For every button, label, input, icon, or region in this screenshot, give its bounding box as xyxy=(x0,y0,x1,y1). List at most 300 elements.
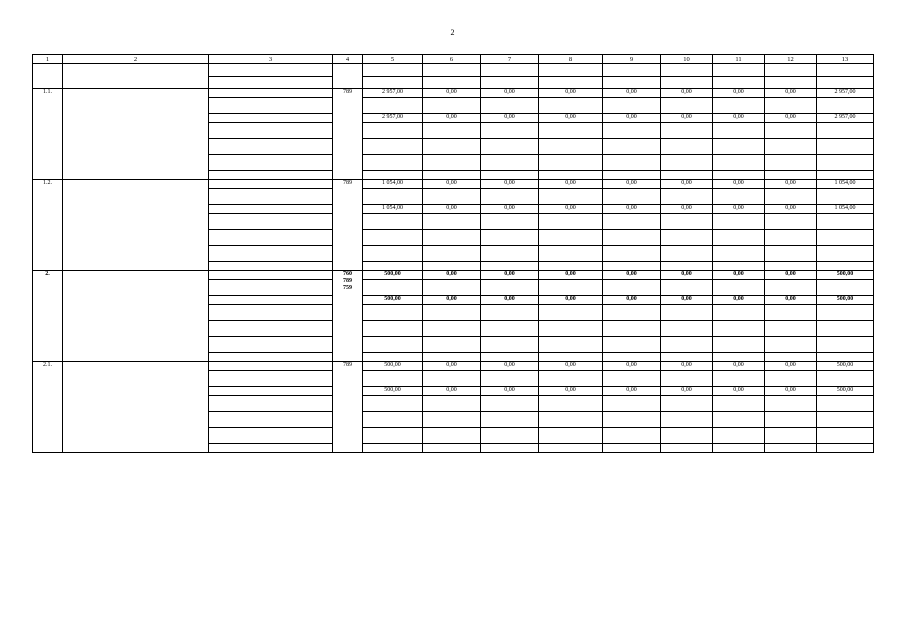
amount-cell xyxy=(661,371,713,387)
amount-cell: 0,00 xyxy=(603,271,661,280)
amount-cell xyxy=(603,371,661,387)
amount-cell xyxy=(363,321,423,337)
amount-cell xyxy=(817,123,874,139)
amount-cell xyxy=(539,171,603,180)
amount-cell xyxy=(765,123,817,139)
amount-cell xyxy=(363,230,423,246)
amount-cell xyxy=(539,280,603,296)
amount-cell xyxy=(481,64,539,77)
amount-cell xyxy=(363,353,423,362)
amount-cell xyxy=(661,444,713,453)
amount-cell xyxy=(603,337,661,353)
amount-cell: 0,00 xyxy=(603,180,661,189)
amount-cell: 0,00 xyxy=(713,362,765,371)
table-row xyxy=(33,89,874,98)
amount-cell xyxy=(423,155,481,171)
amount-cell xyxy=(661,262,713,271)
amount-cell xyxy=(603,305,661,321)
amount-cell xyxy=(713,98,765,114)
funding-source xyxy=(209,189,333,205)
amount-cell xyxy=(423,64,481,77)
column-header: 9 xyxy=(603,55,661,64)
amount-cell xyxy=(423,123,481,139)
amount-cell xyxy=(765,214,817,230)
amount-cell: 500,00 xyxy=(363,296,423,305)
amount-cell xyxy=(423,412,481,428)
amount-cell xyxy=(765,412,817,428)
amount-cell xyxy=(539,337,603,353)
page-number: 2 xyxy=(450,28,455,37)
amount-cell: 500,00 xyxy=(363,387,423,396)
amount-cell xyxy=(363,305,423,321)
amount-cell xyxy=(661,77,713,89)
amount-cell xyxy=(481,444,539,453)
amount-cell xyxy=(481,230,539,246)
amount-cell xyxy=(661,155,713,171)
amount-cell xyxy=(713,64,765,77)
amount-cell xyxy=(539,371,603,387)
amount-cell: 0,00 xyxy=(481,296,539,305)
amount-cell xyxy=(817,171,874,180)
amount-cell xyxy=(539,412,603,428)
amount-cell xyxy=(539,396,603,412)
amount-cell: 0,00 xyxy=(661,180,713,189)
amount-cell xyxy=(481,189,539,205)
amount-cell xyxy=(363,77,423,89)
amount-cell: 0,00 xyxy=(481,387,539,396)
budget-code: 789 xyxy=(333,180,363,271)
amount-cell: 0,00 xyxy=(765,205,817,214)
amount-cell xyxy=(481,337,539,353)
amount-cell: 0,00 xyxy=(539,271,603,280)
funding-source xyxy=(209,412,333,428)
amount-cell xyxy=(765,246,817,262)
funding-source xyxy=(209,123,333,139)
budget-code: 760 789 759 xyxy=(333,271,363,362)
amount-cell xyxy=(661,98,713,114)
amount-cell xyxy=(423,139,481,155)
amount-cell xyxy=(481,412,539,428)
amount-cell xyxy=(817,371,874,387)
amount-cell xyxy=(817,280,874,296)
amount-cell xyxy=(423,262,481,271)
amount-cell xyxy=(481,77,539,89)
amount-cell xyxy=(765,189,817,205)
amount-cell xyxy=(539,214,603,230)
amount-cell: 0,00 xyxy=(713,180,765,189)
amount-cell: 0,00 xyxy=(539,180,603,189)
amount-cell xyxy=(481,139,539,155)
amount-cell xyxy=(539,155,603,171)
amount-cell: 500,00 xyxy=(817,387,874,396)
amount-cell xyxy=(661,353,713,362)
amount-cell xyxy=(363,155,423,171)
amount-cell xyxy=(713,396,765,412)
amount-cell xyxy=(817,444,874,453)
amount-cell xyxy=(661,246,713,262)
amount-cell: 0,00 xyxy=(713,205,765,214)
funding-source xyxy=(209,230,333,246)
row-number xyxy=(33,64,63,89)
measure-name xyxy=(63,180,209,271)
amount-cell: 0,00 xyxy=(423,205,481,214)
amount-cell xyxy=(817,214,874,230)
amount-cell xyxy=(661,396,713,412)
table-row xyxy=(33,180,874,189)
amount-cell xyxy=(765,444,817,453)
amount-cell xyxy=(765,337,817,353)
funding-source xyxy=(209,114,333,123)
amount-cell: 0,00 xyxy=(423,362,481,371)
funding-source xyxy=(209,180,333,189)
amount-cell xyxy=(765,171,817,180)
amount-cell xyxy=(423,444,481,453)
funding-source xyxy=(209,262,333,271)
funding-source xyxy=(209,89,333,98)
amount-cell xyxy=(603,246,661,262)
funding-source xyxy=(209,246,333,262)
amount-cell xyxy=(713,262,765,271)
column-header: 5 xyxy=(363,55,423,64)
table-row xyxy=(33,362,874,371)
budget-code: 789 xyxy=(333,89,363,180)
amount-cell xyxy=(817,321,874,337)
amount-cell xyxy=(603,396,661,412)
amount-cell xyxy=(363,189,423,205)
amount-cell xyxy=(817,246,874,262)
amount-cell xyxy=(363,337,423,353)
amount-cell xyxy=(713,353,765,362)
amount-cell: 0,00 xyxy=(423,271,481,280)
amount-cell xyxy=(765,98,817,114)
amount-cell xyxy=(661,305,713,321)
amount-cell xyxy=(765,155,817,171)
amount-cell xyxy=(661,123,713,139)
amount-cell xyxy=(817,77,874,89)
amount-cell xyxy=(713,444,765,453)
amount-cell xyxy=(713,139,765,155)
amount-cell xyxy=(713,189,765,205)
amount-cell xyxy=(603,353,661,362)
funding-source xyxy=(209,305,333,321)
amount-cell: 0,00 xyxy=(539,114,603,123)
amount-cell xyxy=(661,214,713,230)
amount-cell xyxy=(481,371,539,387)
amount-cell xyxy=(765,280,817,296)
amount-cell xyxy=(661,337,713,353)
amount-cell xyxy=(539,246,603,262)
funding-source xyxy=(209,371,333,387)
amount-cell xyxy=(423,337,481,353)
funding-source xyxy=(209,214,333,230)
amount-cell xyxy=(603,444,661,453)
amount-cell xyxy=(765,396,817,412)
amount-cell xyxy=(539,444,603,453)
amount-cell xyxy=(713,412,765,428)
column-header: 6 xyxy=(423,55,481,64)
amount-cell xyxy=(539,123,603,139)
amount-cell: 0,00 xyxy=(765,296,817,305)
amount-cell xyxy=(603,139,661,155)
amount-cell xyxy=(713,155,765,171)
amount-cell xyxy=(603,412,661,428)
amount-cell xyxy=(817,139,874,155)
budget-code xyxy=(333,64,363,89)
amount-cell xyxy=(765,428,817,444)
column-header: 7 xyxy=(481,55,539,64)
amount-cell: 1 054,00 xyxy=(817,180,874,189)
amount-cell: 0,00 xyxy=(481,362,539,371)
amount-cell: 0,00 xyxy=(603,296,661,305)
amount-cell xyxy=(363,171,423,180)
amount-cell xyxy=(423,353,481,362)
amount-cell xyxy=(661,280,713,296)
amount-cell xyxy=(661,412,713,428)
amount-cell xyxy=(423,77,481,89)
funding-source xyxy=(209,353,333,362)
amount-cell xyxy=(817,230,874,246)
amount-cell xyxy=(713,230,765,246)
amount-cell xyxy=(765,230,817,246)
amount-cell xyxy=(817,337,874,353)
amount-cell: 0,00 xyxy=(539,296,603,305)
amount-cell: 0,00 xyxy=(423,387,481,396)
funding-source xyxy=(209,280,333,296)
amount-cell xyxy=(363,262,423,271)
amount-cell: 0,00 xyxy=(661,362,713,371)
funding-source xyxy=(209,387,333,396)
amount-cell xyxy=(481,262,539,271)
amount-cell: 0,00 xyxy=(713,271,765,280)
amount-cell: 0,00 xyxy=(603,387,661,396)
amount-cell xyxy=(481,305,539,321)
column-header: 3 xyxy=(209,55,333,64)
amount-cell xyxy=(423,321,481,337)
amount-cell: 0,00 xyxy=(481,271,539,280)
amount-cell xyxy=(539,139,603,155)
amount-cell xyxy=(423,189,481,205)
amount-cell xyxy=(603,98,661,114)
amount-cell xyxy=(481,98,539,114)
column-number-row xyxy=(33,55,874,64)
amount-cell xyxy=(423,98,481,114)
amount-cell xyxy=(363,246,423,262)
funding-source xyxy=(209,171,333,180)
row-number: 2.1. xyxy=(33,362,63,453)
amount-cell: 0,00 xyxy=(713,114,765,123)
amount-cell: 0,00 xyxy=(481,180,539,189)
amount-cell xyxy=(603,262,661,271)
amount-cell xyxy=(539,262,603,271)
amount-cell xyxy=(539,64,603,77)
table-body xyxy=(33,64,874,453)
amount-cell xyxy=(363,139,423,155)
amount-cell: 0,00 xyxy=(481,89,539,98)
row-number: 2. xyxy=(33,271,63,362)
amount-cell xyxy=(539,353,603,362)
amount-cell xyxy=(765,353,817,362)
amount-cell xyxy=(713,214,765,230)
amount-cell xyxy=(817,353,874,362)
amount-cell xyxy=(481,396,539,412)
amount-cell: 0,00 xyxy=(661,114,713,123)
amount-cell: 2 957,00 xyxy=(363,114,423,123)
funding-source xyxy=(209,444,333,453)
amount-cell xyxy=(481,321,539,337)
amount-cell: 2 957,00 xyxy=(363,89,423,98)
amount-cell xyxy=(363,371,423,387)
amount-cell: 0,00 xyxy=(765,114,817,123)
amount-cell: 0,00 xyxy=(765,362,817,371)
amount-cell: 0,00 xyxy=(661,271,713,280)
amount-cell xyxy=(661,189,713,205)
amount-cell xyxy=(363,214,423,230)
amount-cell xyxy=(661,321,713,337)
column-header: 1 xyxy=(33,55,63,64)
amount-cell xyxy=(539,77,603,89)
amount-cell: 0,00 xyxy=(481,114,539,123)
amount-cell xyxy=(765,262,817,271)
amount-cell: 500,00 xyxy=(817,362,874,371)
amount-cell: 0,00 xyxy=(539,205,603,214)
amount-cell xyxy=(603,214,661,230)
amount-cell: 0,00 xyxy=(603,362,661,371)
measure-name xyxy=(63,89,209,180)
amount-cell xyxy=(481,353,539,362)
amount-cell xyxy=(539,98,603,114)
amount-cell: 1 054,00 xyxy=(363,180,423,189)
amount-cell: 0,00 xyxy=(765,89,817,98)
amount-cell xyxy=(661,64,713,77)
amount-cell xyxy=(481,155,539,171)
amount-cell: 0,00 xyxy=(539,89,603,98)
column-header: 8 xyxy=(539,55,603,64)
funding-source xyxy=(209,271,333,280)
amount-cell xyxy=(765,77,817,89)
amount-cell xyxy=(713,428,765,444)
amount-cell: 2 957,00 xyxy=(817,114,874,123)
amount-cell xyxy=(817,396,874,412)
amount-cell: 0,00 xyxy=(713,387,765,396)
amount-cell xyxy=(481,123,539,139)
amount-cell xyxy=(363,123,423,139)
amount-cell xyxy=(363,98,423,114)
amount-cell xyxy=(817,305,874,321)
amount-cell xyxy=(603,123,661,139)
amount-cell xyxy=(817,155,874,171)
amount-cell: 0,00 xyxy=(765,387,817,396)
amount-cell: 0,00 xyxy=(661,296,713,305)
amount-cell xyxy=(423,171,481,180)
amount-cell xyxy=(481,171,539,180)
amount-cell xyxy=(603,171,661,180)
funding-source xyxy=(209,64,333,77)
amount-cell: 0,00 xyxy=(423,89,481,98)
amount-cell xyxy=(539,230,603,246)
amount-cell xyxy=(713,371,765,387)
budget-table xyxy=(32,54,874,453)
amount-cell xyxy=(423,305,481,321)
amount-cell xyxy=(423,371,481,387)
amount-cell: 0,00 xyxy=(539,362,603,371)
amount-cell xyxy=(603,321,661,337)
amount-cell xyxy=(817,428,874,444)
amount-cell xyxy=(603,189,661,205)
amount-cell xyxy=(817,189,874,205)
column-header: 12 xyxy=(765,55,817,64)
measure-name xyxy=(63,64,209,89)
amount-cell: 0,00 xyxy=(661,205,713,214)
amount-cell xyxy=(765,321,817,337)
funding-source xyxy=(209,428,333,444)
funding-source xyxy=(209,139,333,155)
amount-cell xyxy=(661,428,713,444)
amount-cell xyxy=(423,230,481,246)
amount-cell xyxy=(765,371,817,387)
amount-cell: 0,00 xyxy=(661,89,713,98)
funding-source xyxy=(209,337,333,353)
amount-cell: 0,00 xyxy=(603,89,661,98)
column-header: 11 xyxy=(713,55,765,64)
amount-cell xyxy=(817,262,874,271)
budget-code: 789 xyxy=(333,362,363,453)
amount-cell xyxy=(423,428,481,444)
amount-cell xyxy=(713,305,765,321)
funding-source xyxy=(209,296,333,305)
funding-source xyxy=(209,205,333,214)
amount-cell xyxy=(765,305,817,321)
amount-cell xyxy=(765,139,817,155)
column-header: 4 xyxy=(333,55,363,64)
amount-cell xyxy=(481,246,539,262)
amount-cell xyxy=(603,428,661,444)
measure-name xyxy=(63,362,209,453)
amount-cell xyxy=(539,321,603,337)
amount-cell xyxy=(363,412,423,428)
amount-cell xyxy=(603,64,661,77)
amount-cell xyxy=(603,230,661,246)
amount-cell: 0,00 xyxy=(423,114,481,123)
amount-cell: 500,00 xyxy=(817,271,874,280)
amount-cell xyxy=(713,280,765,296)
amount-cell: 0,00 xyxy=(713,89,765,98)
amount-cell: 0,00 xyxy=(603,114,661,123)
amount-cell: 500,00 xyxy=(363,362,423,371)
amount-cell: 1 054,00 xyxy=(363,205,423,214)
amount-cell xyxy=(481,280,539,296)
row-number: 1.1. xyxy=(33,89,63,180)
amount-cell xyxy=(363,396,423,412)
funding-source xyxy=(209,98,333,114)
funding-source xyxy=(209,396,333,412)
amount-cell xyxy=(817,64,874,77)
amount-cell: 0,00 xyxy=(539,387,603,396)
amount-cell xyxy=(481,214,539,230)
table-row xyxy=(33,271,874,280)
table-row xyxy=(33,64,874,77)
amount-cell xyxy=(423,214,481,230)
amount-cell xyxy=(713,337,765,353)
amount-cell: 0,00 xyxy=(713,296,765,305)
amount-cell: 0,00 xyxy=(765,180,817,189)
amount-cell xyxy=(603,155,661,171)
funding-source xyxy=(209,321,333,337)
amount-cell xyxy=(713,321,765,337)
column-header: 2 xyxy=(63,55,209,64)
amount-cell xyxy=(481,428,539,444)
amount-cell: 0,00 xyxy=(423,296,481,305)
amount-cell xyxy=(817,98,874,114)
